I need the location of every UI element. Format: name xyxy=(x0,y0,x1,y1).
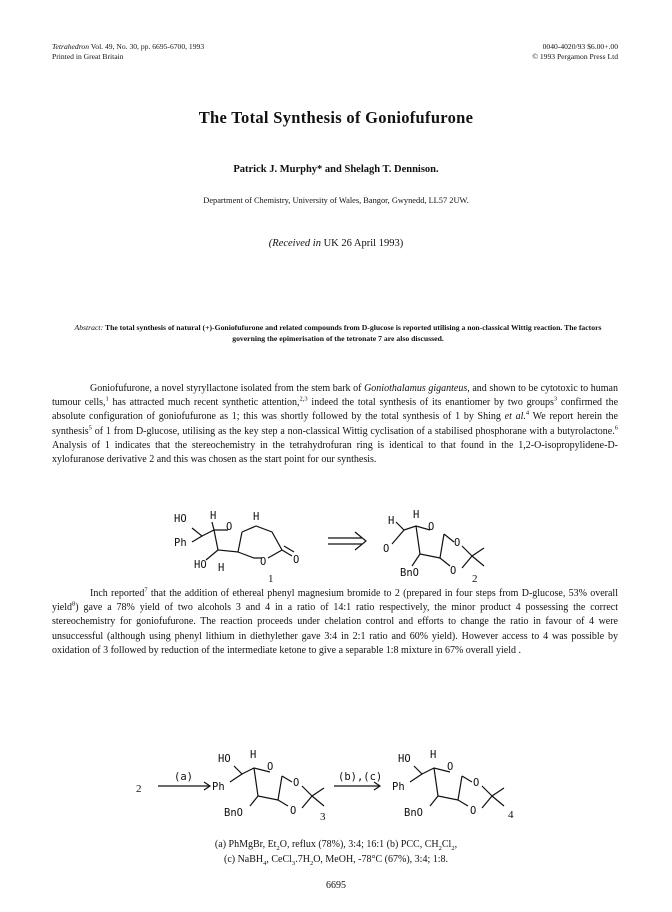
compound-1-structure xyxy=(174,510,299,585)
c1-h3: H xyxy=(218,562,225,574)
et-al: et al. xyxy=(504,411,526,423)
cap2c: , CeCl xyxy=(266,853,292,865)
c3-bno: BnO xyxy=(224,807,243,819)
running-header-right xyxy=(466,42,618,62)
paragraph-phenyl-addition xyxy=(52,587,618,658)
reaction-arrow-a-icon xyxy=(158,771,210,790)
p1-text-7: of 1 from D-glucose, utilising as the key step a non-classical Wittig cyclisation of a stabilised phosphorane with a butyrolactone. xyxy=(91,425,615,437)
cap1c: O, reflux (78%), 3:4; 16:1 (b) PCC, CH xyxy=(279,839,439,850)
c1-ho-bot: HO xyxy=(194,559,207,571)
copyright: © 1993 Pergamon Press Ltd xyxy=(532,52,618,61)
c3-h: H xyxy=(250,749,257,761)
c2-o1: O xyxy=(428,521,435,533)
c1-h1: H xyxy=(210,510,217,522)
p2-text-3: ) gave a 78% yield of two alcohols 3 and 4 in a ratio of 14:1 ratio respectively, the minor product 4 possessing the correct stereochemistry for goniofufurone. The reaction proceeds under chelation control and efforts to change the ratio in favour of 4 were unsuccessful (although using phenyl lithium in diethylether gave 3:4 in 2:1 ratio and 60% yield). However access to 4 was possible by oxidation of 3 followed by reduction of the intermediate ketone to give a separable 1:8 mixture in 67% overall yield . xyxy=(52,602,618,656)
page-number: 6695 xyxy=(326,880,346,891)
affiliation: Department of Chemistry, University of Wales, Bangor, Gwynedd, LL57 2UW. xyxy=(203,196,469,205)
p1-text-6: We report herein the synthesis xyxy=(52,411,618,437)
scheme-caption xyxy=(0,838,672,867)
ref-5: 5 xyxy=(88,424,92,432)
c3-o2: O xyxy=(293,777,300,789)
cap1g: , xyxy=(454,839,458,850)
step-bc-label: (b),(c) xyxy=(338,771,383,783)
cap1d: 2 xyxy=(438,845,442,852)
cap2b: 4 xyxy=(263,859,267,867)
c1-o1: O xyxy=(226,521,233,533)
c4-ho: HO xyxy=(398,753,411,765)
cap2g: O, MeOH, -78°C (67%), 3:4; 1:8. xyxy=(313,853,449,865)
cap1e: Cl xyxy=(441,839,452,850)
compound-4-label: 4 xyxy=(508,809,514,821)
p1-text-3: has attracted much recent synthetic attention, xyxy=(108,397,300,409)
c3-ho: HO xyxy=(218,753,231,765)
scheme-2-structures xyxy=(130,748,560,828)
cap1f: 2 xyxy=(451,845,455,852)
compound-3-label: 3 xyxy=(320,811,326,823)
c4-o1: O xyxy=(447,761,454,773)
cap1a: (a) PhMgBr, Et xyxy=(214,839,277,850)
reaction-arrow-bc-icon xyxy=(334,771,382,790)
compound-1-label: 1 xyxy=(268,573,274,585)
printed-in: Printed in Great Britain xyxy=(52,52,124,61)
ref-8: 8 xyxy=(72,600,76,608)
c4-ph: Ph xyxy=(392,781,405,793)
authors: Patrick J. Murphy* and Shelagh T. Dennison. xyxy=(233,164,439,175)
c3-o3: O xyxy=(290,805,297,817)
caption-line-2 xyxy=(0,853,672,868)
cap2e: .7H xyxy=(295,853,310,865)
p2-text-2: that the addition of ethereal phenyl magnesium bromide to 2 (prepared in four steps from D-glucose, 53% overall yield xyxy=(52,588,618,614)
p1-text-2: , and shown to be cytotoxic to human tumour cells, xyxy=(52,383,618,409)
p2-text-1: Inch reported xyxy=(90,588,145,599)
p1-text-4: indeed the total synthesis of its enantiomer by two groups xyxy=(307,397,554,409)
c1-ph: Ph xyxy=(174,537,187,549)
ref-3: 3 xyxy=(553,395,558,403)
received-uk: UK xyxy=(323,238,339,249)
compound-3-structure xyxy=(212,749,326,823)
citation: Vol. 49, No. 30, pp. 6695-6700, 1993 xyxy=(90,42,205,51)
c3-ph: Ph xyxy=(212,781,225,793)
abstract xyxy=(64,322,612,344)
scheme2-start-compound: 2 xyxy=(136,783,142,795)
c1-ho-top: HO xyxy=(174,513,187,525)
c1-h2: H xyxy=(253,511,260,523)
ref-6: 6 xyxy=(614,424,618,432)
received-prefix: (Received in xyxy=(268,238,321,249)
c3-o1: O xyxy=(267,761,274,773)
p1-text-5: confirmed the absolute configuration of goniofufurone as 1; this was shortly followed by the total synthesis of 1 by Shing xyxy=(52,397,619,423)
ref-1: 1 xyxy=(105,395,109,403)
received-date xyxy=(0,238,672,249)
c4-o3: O xyxy=(470,805,477,817)
species-name: Goniothalamus giganteus xyxy=(364,383,468,394)
c2-h2: H xyxy=(413,509,420,521)
c4-o2: O xyxy=(473,777,480,789)
ref-7: 7 xyxy=(144,586,148,594)
received-day: 26 April 1993) xyxy=(341,238,404,249)
c1-o2: O xyxy=(260,556,267,568)
c2-o4: O xyxy=(450,565,457,577)
c2-o3: O xyxy=(383,543,390,555)
c1-o3: O xyxy=(293,554,300,566)
cap2a: (c) NaBH xyxy=(223,853,264,865)
p1-text-8: Analysis of 1 indicates that the stereochemistry in the tetrahydrofuran ring is identical to that found in the 1,2-O-isopropylidene-D-xylofuranose derivative 2 and this was chosen as the start point for our synthesis. xyxy=(52,439,618,466)
compound-2-structure xyxy=(383,509,484,585)
compound-4-structure xyxy=(392,749,514,821)
ref-4: 4 xyxy=(525,410,530,418)
abstract-label: Abstract: xyxy=(74,323,104,332)
abstract-text: The total synthesis of natural (+)-Goniofufurone and related compounds from D-glucose is reported utilising a non-classical Wittig reaction. The factors governing the epimerisation of the tetronate 7 are also discussed. xyxy=(104,323,602,343)
ref-2: 2,3 xyxy=(299,395,308,403)
c2-o2: O xyxy=(454,537,461,549)
running-header-left xyxy=(52,42,204,62)
cap2d: 3 xyxy=(291,859,296,867)
compound-2-label: 2 xyxy=(472,573,478,585)
paragraph-intro xyxy=(52,382,618,467)
c2-bno: BnO xyxy=(400,567,419,579)
journal-name: Tetrahedron xyxy=(52,42,89,51)
step-a-label: (a) xyxy=(174,771,193,783)
caption-line-1 xyxy=(0,838,672,853)
issn-price: 0040-4020/93 $6.00+.00 xyxy=(542,42,618,51)
c4-bno: BnO xyxy=(404,807,423,819)
retro-arrow-icon xyxy=(328,532,366,550)
cap1b: 2 xyxy=(276,845,280,852)
c2-h: H xyxy=(388,515,395,527)
cap2f: 2 xyxy=(309,859,314,867)
c4-h: H xyxy=(430,749,437,761)
scheme-1-structures xyxy=(150,508,490,586)
paper-title: The Total Synthesis of Goniofufurone xyxy=(198,108,474,127)
p1-text-1: Goniofufurone, a novel styryllactone isolated from the stem bark of xyxy=(90,383,362,394)
